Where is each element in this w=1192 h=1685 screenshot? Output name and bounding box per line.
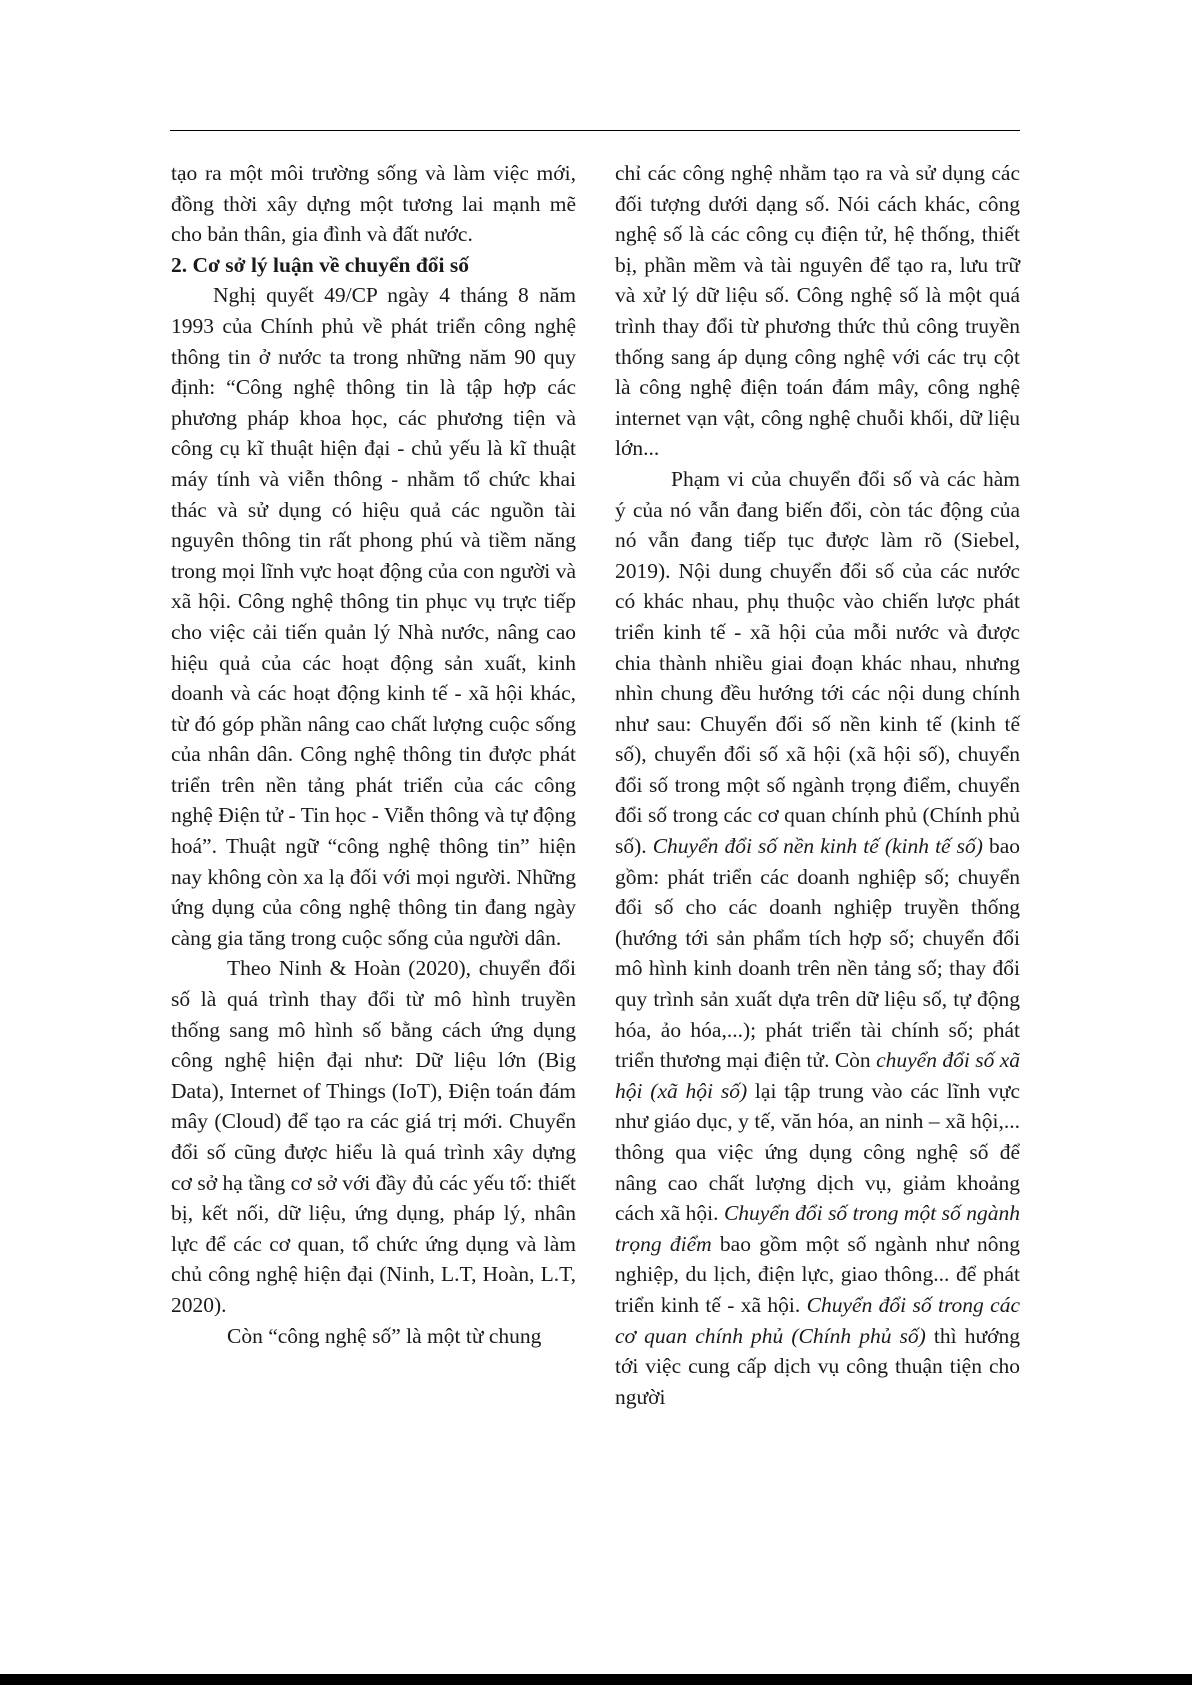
key-sectors-term: Chuyển đổi số trong một số ngành trọng điểm	[615, 1201, 1020, 1256]
ninh-hoan-paragraph: Theo Ninh & Hoàn (2020), chuyển đổi số là quá trình thay đổi từ mô hình truyền thống sang mô hình số bằng cách ứng dụng công nghệ hiện đại như: Dữ liệu lớn (Big Data), Internet of Things (IoT), Điện toán đám mây (Cloud) để tạo ra các giá trị mới. Chuyển đổi số cũng được hiểu là quá trình xây dựng cơ sở hạ tầng cơ sở với đầy đủ các yếu tố: thiết bị, kết nối, dữ liệu, ứng dụng, pháp lý, nhân lực để các cơ quan, tổ chức ứng dụng và làm chủ công nghệ hiện đại (Ninh, L.T, Hoàn, L.T, 2020).	[171, 956, 576, 1317]
digital-tech-paragraph-start: Còn “công nghệ số” là một từ chung	[227, 1323, 542, 1348]
scope-paragraph	[615, 464, 1020, 1412]
scope-text-5: thì hướng tới việc cung cấp dịch vụ công thuận tiện cho người	[615, 1323, 1020, 1409]
scope-text-2: bao gồm: phát triển các doanh nghiệp số; chuyển đổi số cho các doanh nghiệp truyền thống (hướng tới sản phẩm tích hợp số; chuyển đổi mô hình kinh doanh trên nền tảng số; thay đổi quy trình sản xuất dựa trên dữ liệu số, tự động hóa, ảo hóa,...); phát triển tài chính số; phát triển thương mại điện tử. Còn	[615, 834, 1021, 1073]
header-rule	[170, 130, 1020, 131]
digital-tech-paragraph-cont: chỉ các công nghệ nhằm tạo ra và sử dụng các đối tượng dưới dạng số. Nói cách khác, công nghệ số là các công cụ điện tử, hệ thống, thiết bị, phần mềm và tài nguyên để tạo ra, lưu trữ và xử lý dữ liệu số. Công nghệ số là một quá trình thay đổi từ phương thức thủ công truyền thống sang áp dụng công nghệ với các trụ cột là công nghệ điện toán đám mây, công nghệ internet vạn vật, công nghệ chuỗi khối, dữ liệu lớn...	[615, 161, 1020, 461]
digital-society-term: chuyển đổi số xã hội (xã hội số)	[615, 1048, 1021, 1103]
intro-paragraph: tạo ra một môi trường sống và làm việc mới, đồng thời xây dựng một tương lai mạnh mẽ cho bản thân, gia đình và đất nước.	[171, 161, 576, 247]
digital-economy-term: Chuyển đổi số nền kinh tế (kinh tế số)	[652, 834, 983, 859]
scope-text-4: bao gồm một số ngành như nông nghiệp, du lịch, điện lực, giao thông... để phát triển kinh tế - xã hội.	[615, 1231, 1021, 1317]
resolution-paragraph: Nghị quyết 49/CP ngày 4 tháng 8 năm 1993 của Chính phủ về phát triển công nghệ thông tin ở nước ta trong những năm 90 quy định: “Công nghệ thông tin là tập hợp các phương pháp khoa học, các phương tiện và công cụ kĩ thuật hiện đại - chủ yếu là kĩ thuật máy tính và viễn thông - nhằm tổ chức khai thác và sử dụng có hiệu quả các nguồn tài nguyên thông tin rất phong phú và tiềm năng trong mọi lĩnh vực hoạt động của con người và xã hội. Công nghệ thông tin phục vụ trực tiếp cho việc cải tiến quản lý Nhà nước, nâng cao hiệu quả của các hoạt động sản xuất, kinh doanh và các hoạt động kinh tế - xã hội khác, từ đó góp phần nâng cao chất lượng cuộc sống của nhân dân. Công nghệ thông tin được phát triển trên nền tảng phát triển của các công nghệ Điện tử - Tin học - Viễn thông và tự động hoá”. Thuật ngữ “công nghệ thông tin” hiện nay không còn xa lạ đối với mọi người. Những ứng dụng của công nghệ thông tin đang ngày càng gia tăng trong cuộc sống của người dân.	[171, 283, 576, 950]
left-column	[171, 158, 576, 1351]
bottom-bar	[0, 1674, 1192, 1685]
section-heading: 2. Cơ sở lý luận về chuyển đổi số	[171, 252, 469, 277]
scope-text-3: lại tập trung vào các lĩnh vực như giáo dục, y tế, văn hóa, an ninh – xã hội,... thông qua việc ứng dụng công nghệ số để nâng cao chất lượng dịch vụ, giảm khoảng cách xã hội.	[615, 1078, 1020, 1226]
right-column	[615, 158, 1020, 1412]
digital-government-term: Chuyển đổi số trong các cơ quan chính phủ (Chính phủ số)	[615, 1292, 1020, 1348]
scope-text-1: Phạm vi của chuyển đổi số và các hàm ý của nó vẫn đang biến đổi, còn tác động của nó vẫn đang tiếp tục được làm rõ (Siebel, 2019). Nội dung chuyển đổi số của các nước có khác nhau, phụ thuộc vào chiến lược phát triển kinh tế - xã hội của mỗi nước và được chia thành nhiều giai đoạn khác nhau, nhưng nhìn chung đều hướng tới các nội dung chính như sau: Chuyển đổi số nền kinh tế (kinh tế số), chuyển đổi số xã hội (xã hội số), chuyển đổi số trong một số ngành trọng điểm, chuyển đổi số trong các cơ quan chính phủ (Chính phủ số).	[615, 466, 1020, 859]
